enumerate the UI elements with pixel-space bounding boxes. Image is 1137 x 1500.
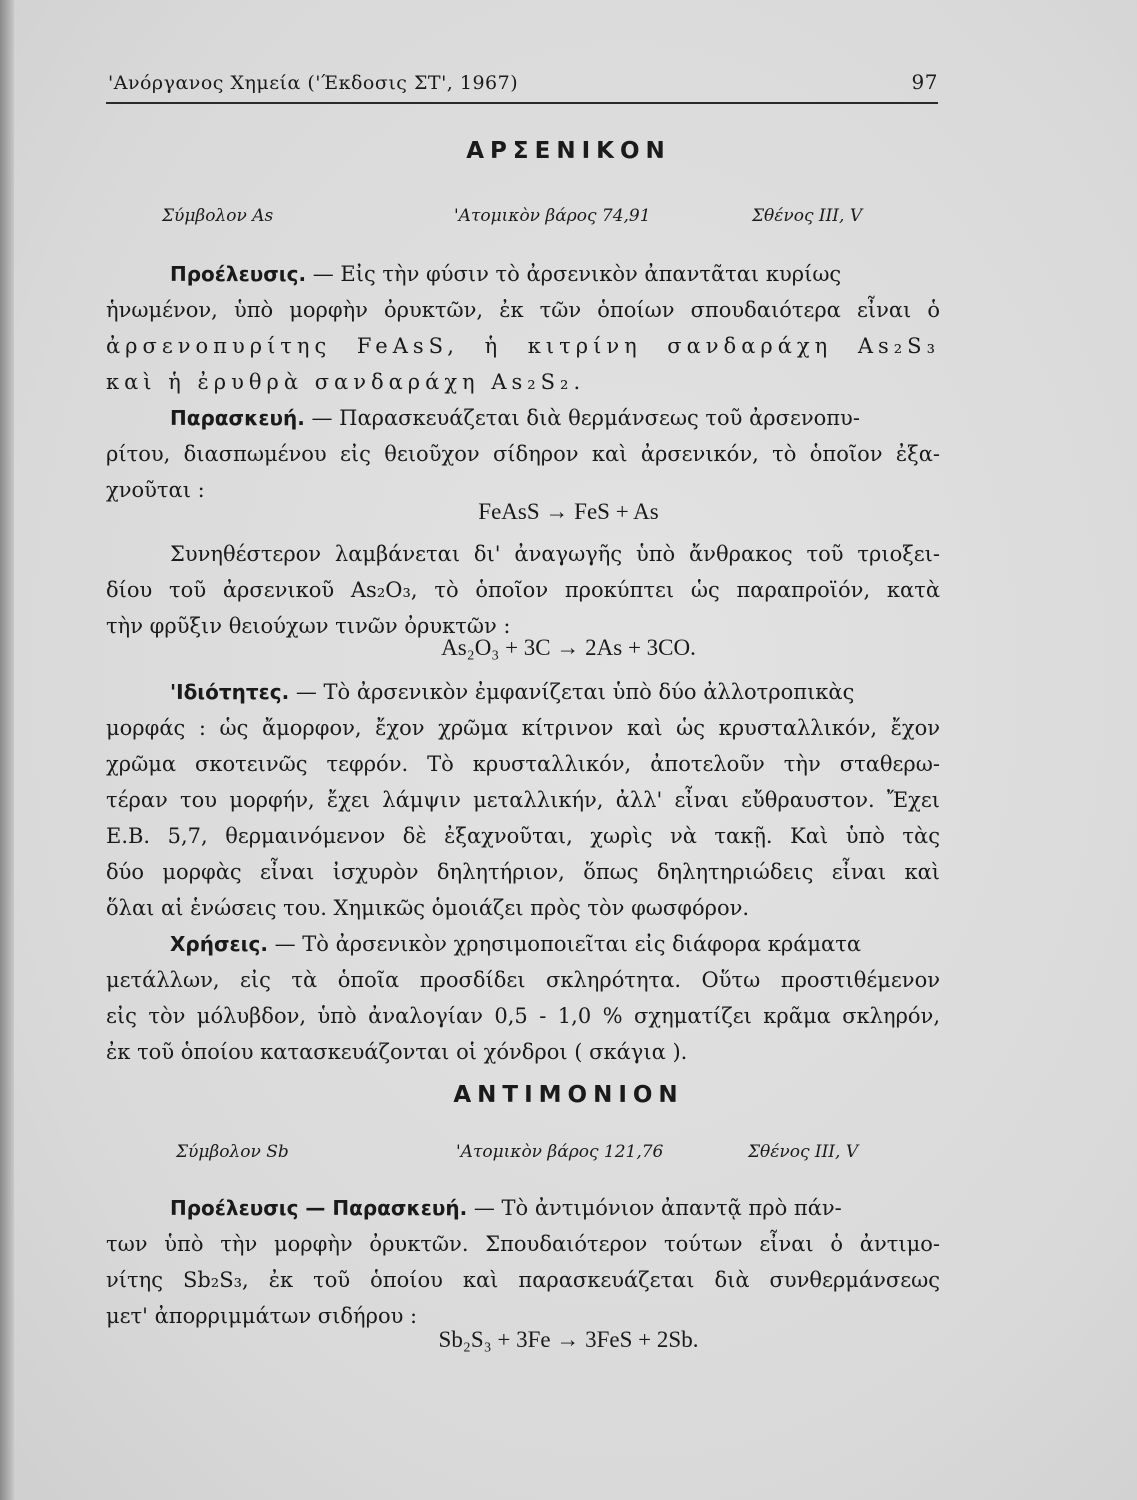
equation-feass: FeAsS → FeS + As xyxy=(478,499,659,524)
arsenic-origin-line: καὶ ἡ ἐρυθρὰ σανδαράχη As₂S₂. xyxy=(106,370,586,394)
arsenic-atomic-weight: 'Ατομικὸν βάρος 74,91 xyxy=(454,206,651,226)
prep-text: — Παρασκευάζεται διὰ θερμάνσεως τοῦ ἀρσενοπυ- xyxy=(304,406,860,430)
antimony-atomic-weight: 'Ατομικὸν βάρος 121,76 xyxy=(456,1142,664,1162)
header-rule xyxy=(106,102,938,104)
uses-label: Χρήσεις. xyxy=(170,932,268,956)
arsenic-uses-line: εἰς τὸν μόλυβδον, ὑπὸ ἀναλογίαν 0,5 - 1,0 % σχηματίζει κρᾶμα σκληρόν, xyxy=(106,1004,940,1028)
arsenic-symbol: Σύμβολον As xyxy=(162,206,274,226)
props-text: — Τὸ ἀρσενικὸν ἐμφανίζεται ὑπὸ δύο ἀλλοτροπικὰς xyxy=(289,680,855,704)
running-title: 'Ανόργανος Χημεία ('Έκδοσις ΣΤ', 1967) xyxy=(108,72,519,94)
arsenic-props-line xyxy=(170,674,940,710)
origin-text: — Εἰς τὴν φύσιν τὸ ἀρσενικὸν ἀπαντᾶται κυρίως xyxy=(306,262,842,286)
arsenic-meta-row xyxy=(0,206,1137,236)
arsenic-props-line: δύο μορφὰς εἶναι ἰσχυρὸν δηλητήριον, ὅπως δηλητηριώδεις εἶναι καὶ xyxy=(106,860,940,884)
arsenic-prep-line: τὴν φρῦξιν θειούχων τινῶν ὀρυκτῶν : xyxy=(106,614,511,638)
antimony-line: των ὑπὸ τὴν μορφὴν ὀρυκτῶν. Σπουδαιότερον τούτων εἶναι ὁ ἀντιμο- xyxy=(106,1232,940,1256)
running-header xyxy=(108,66,938,102)
arsenic-prep-line: ρίτου, διασπωμένου εἰς θειοῦχον σίδηρον καὶ ἀρσενικόν, τὸ ὁποῖον ἐξα- xyxy=(106,442,940,466)
arsenic-props-line: χρῶμα σκοτεινῶς τεφρόν. Τὸ κρυσταλλικόν, ἀποτελοῦν τὴν σταθερω- xyxy=(106,752,940,776)
props-label: 'Ιδιότητες. xyxy=(170,680,290,704)
antimony-line: νίτης Sb₂S₃, ἐκ τοῦ ὁποίου καὶ παρασκευάζεται διὰ συνθερμάνσεως xyxy=(106,1268,940,1292)
antimony-line xyxy=(170,1190,940,1226)
uses-text: — Τὸ ἀρσενικὸν χρησιμοποιεῖται εἰς διάφορα κράματα xyxy=(267,932,862,956)
antimony-valence: Σθένος III, V xyxy=(748,1142,859,1162)
arsenic-props-line: ὅλαι αἱ ἑνώσεις του. Χημικῶς ὁμοιάζει πρὸς τὸν φωσφόρον. xyxy=(106,896,750,920)
section-title-antimony: ΑΝΤΙΜΟΝΙΟΝ xyxy=(453,1082,684,1108)
antimony-meta-row xyxy=(0,1142,1137,1172)
equation-sb2s3: Sb₂S₃ + 3Fe → 3FeS + 2Sb. xyxy=(438,1327,699,1352)
arsenic-props-line: τέραν του μορφήν, ἔχει λάμψιν μεταλλικήν, ἀλλ' εἶναι εὔθραυστον. Ἔχει xyxy=(106,788,940,812)
section-title-arsenic: ΑΡΣΕΝΙΚΟΝ xyxy=(466,138,671,164)
arsenic-origin-line: ἡνωμένον, ὑπὸ μορφὴν ὀρυκτῶν, ἐκ τῶν ὁποίων σπουδαιότερα εἶναι ὁ xyxy=(106,298,940,322)
arsenic-origin-line xyxy=(170,256,940,292)
page-number: 97 xyxy=(911,70,938,94)
antimony-line: μετ' ἀπορριμμάτων σιδήρου : xyxy=(106,1304,418,1328)
equation-as2o3: As₂O₃ + 3C → 2As + 3CO. xyxy=(441,635,696,660)
arsenic-uses-line: μετάλλων, εἰς τὰ ὁποῖα προσδίδει σκληρότητα. Οὕτω προστιθέμενον xyxy=(106,968,940,992)
prep-label: Παρασκευή. xyxy=(170,406,305,430)
arsenic-uses-line: ἐκ τοῦ ὁποίου κατασκευάζονται οἱ χόνδροι ( σκάγια ). xyxy=(106,1040,688,1064)
arsenic-props-line: Ε.Β. 5,7, θερμαινόμενον δὲ ἐξαχνοῦται, χωρὶς νὰ τακῇ. Καὶ ὑπὸ τὰς xyxy=(106,824,940,848)
antimony-symbol: Σύμβολον Sb xyxy=(176,1142,289,1162)
arsenic-prep-line: Συνηθέστερον λαμβάνεται δι' ἀναγωγῆς ὑπὸ ἄνθρακος τοῦ τριοξει- xyxy=(170,542,940,566)
origin-label: Προέλευσις. xyxy=(170,262,307,286)
arsenic-prep-line xyxy=(170,400,940,436)
arsenic-origin-line: ἀρσενοπυρίτης FeAsS, ἡ κιτρίνη σανδαράχη As₂S₃ xyxy=(106,334,940,358)
arsenic-prep-line: δίου τοῦ ἀρσενικοῦ As₂O₃, τὸ ὁποῖον προκύπτει ὡς παραπροϊόν, κατὰ xyxy=(106,578,940,602)
arsenic-uses-line xyxy=(170,926,940,962)
arsenic-valence: Σθένος III, V xyxy=(752,206,863,226)
arsenic-prep-line: χνοῦται : xyxy=(106,478,205,502)
antimony-lead-label: Προέλευσις — Παρασκευή. xyxy=(170,1196,468,1220)
arsenic-props-line: μορφάς : ὡς ἄμορφον, ἔχον χρῶμα κίτρινον καὶ ὡς κρυσταλλικόν, ἔχον xyxy=(106,716,940,740)
antimony-text: — Τὸ ἀντιμόνιον ἀπαντᾷ πρὸ πάν- xyxy=(467,1196,842,1220)
